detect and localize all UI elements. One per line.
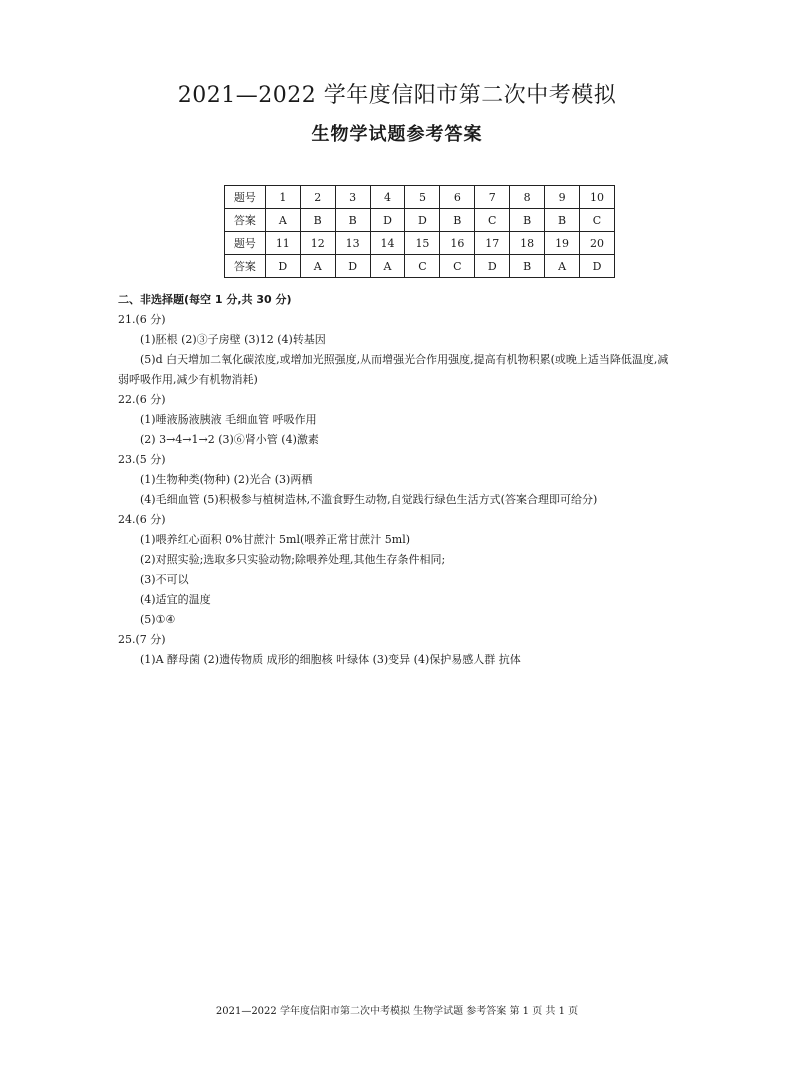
q24-line-4: (4)适宜的温度	[140, 593, 211, 606]
table-cell: B	[440, 209, 475, 232]
q23-line-2: (4)毛细血管 (5)积极参与植树造林,不滥食野生动物,自觉践行绿色生活方式(答案合理即可给分)	[140, 493, 598, 506]
q21-line-2: (5)d 白天增加二氧化碳浓度,或增加光照强度,从而增强光合作用强度,提高有机物积累(或晚上适当降低温度,减	[140, 353, 669, 366]
table-cell: C	[440, 255, 475, 278]
table-cell: 15	[405, 232, 440, 255]
table-row-label: 题号	[225, 186, 266, 209]
table-row	[225, 232, 615, 255]
table-cell: D	[370, 209, 405, 232]
table-cell: D	[580, 255, 615, 278]
table-row-label: 答案	[225, 255, 266, 278]
table-row	[225, 209, 615, 232]
q24-line-2: (2)对照实验;选取多只实验动物;除喂养处理,其他生存条件相同;	[140, 553, 446, 566]
table-cell: 2	[300, 186, 335, 209]
table-cell: 20	[580, 232, 615, 255]
q23-line-1: (1)生物种类(物种) (2)光合 (3)两栖	[140, 473, 313, 486]
table-row	[225, 255, 615, 278]
table-cell: B	[300, 209, 335, 232]
table-cell: 8	[510, 186, 545, 209]
q22-line-2: (2) 3→4→1→2 (3)⑥肾小管 (4)激素	[140, 433, 319, 446]
table-cell: 19	[545, 232, 580, 255]
page-subtitle: 生物学试题参考答案	[311, 124, 483, 145]
table-cell: 11	[265, 232, 300, 255]
table-cell: 14	[370, 232, 405, 255]
table-cell: D	[475, 255, 510, 278]
table-cell: B	[335, 209, 370, 232]
q24-line-1: (1)喂养红心面积 0%甘蔗汁 5ml(喂养正常甘蔗汁 5ml)	[140, 533, 410, 546]
table-cell: D	[405, 209, 440, 232]
table-cell: 4	[370, 186, 405, 209]
table-cell: C	[405, 255, 440, 278]
table-cell: 10	[580, 186, 615, 209]
q22-heading: 22.(6 分)	[118, 393, 166, 406]
q23-heading: 23.(5 分)	[118, 453, 166, 466]
table-cell: A	[545, 255, 580, 278]
page-title: 2021—2022 学年度信阳市第二次中考模拟	[177, 83, 617, 108]
table-cell: D	[335, 255, 370, 278]
table-cell: 17	[475, 232, 510, 255]
table-cell: A	[300, 255, 335, 278]
page-footer: 2021—2022 学年度信阳市第二次中考模拟 生物学试题 参考答案 第 1 页 共 1 页	[215, 1006, 579, 1017]
table-cell: 16	[440, 232, 475, 255]
table-cell: C	[475, 209, 510, 232]
table-row	[225, 186, 615, 209]
table-row-label: 答案	[225, 209, 266, 232]
table-cell: A	[370, 255, 405, 278]
table-cell: 18	[510, 232, 545, 255]
q24-line-3: (3)不可以	[140, 573, 189, 586]
table-cell: C	[580, 209, 615, 232]
table-cell: 7	[475, 186, 510, 209]
q21-line-2-continued: 弱呼吸作用,减少有机物消耗)	[118, 373, 258, 386]
section-heading: 二、非选择题(每空 1 分,共 30 分)	[118, 293, 292, 306]
table-cell: 5	[405, 186, 440, 209]
answer-table	[224, 185, 615, 278]
non-choice-section	[118, 290, 718, 670]
table-cell: B	[510, 255, 545, 278]
q22-line-1: (1)唾液肠液胰液 毛细血管 呼吸作用	[140, 413, 317, 426]
table-row-label: 题号	[225, 232, 266, 255]
q21-heading: 21.(6 分)	[118, 313, 166, 326]
table-cell: 6	[440, 186, 475, 209]
table-cell: D	[265, 255, 300, 278]
q25-heading: 25.(7 分)	[118, 633, 166, 646]
q21-line-1: (1)胚根 (2)③子房壁 (3)12 (4)转基因	[140, 333, 326, 346]
table-cell: 13	[335, 232, 370, 255]
table-cell: 12	[300, 232, 335, 255]
q24-line-5: (5)①④	[140, 613, 176, 626]
table-cell: B	[545, 209, 580, 232]
table-cell: 3	[335, 186, 370, 209]
table-cell: 1	[265, 186, 300, 209]
table-cell: A	[265, 209, 300, 232]
table-cell: 9	[545, 186, 580, 209]
q24-heading: 24.(6 分)	[118, 513, 166, 526]
q25-line-1: (1)A 酵母菌 (2)遗传物质 成形的细胞核 叶绿体 (3)变异 (4)保护易感人群 抗体	[140, 653, 521, 666]
table-cell: B	[510, 209, 545, 232]
